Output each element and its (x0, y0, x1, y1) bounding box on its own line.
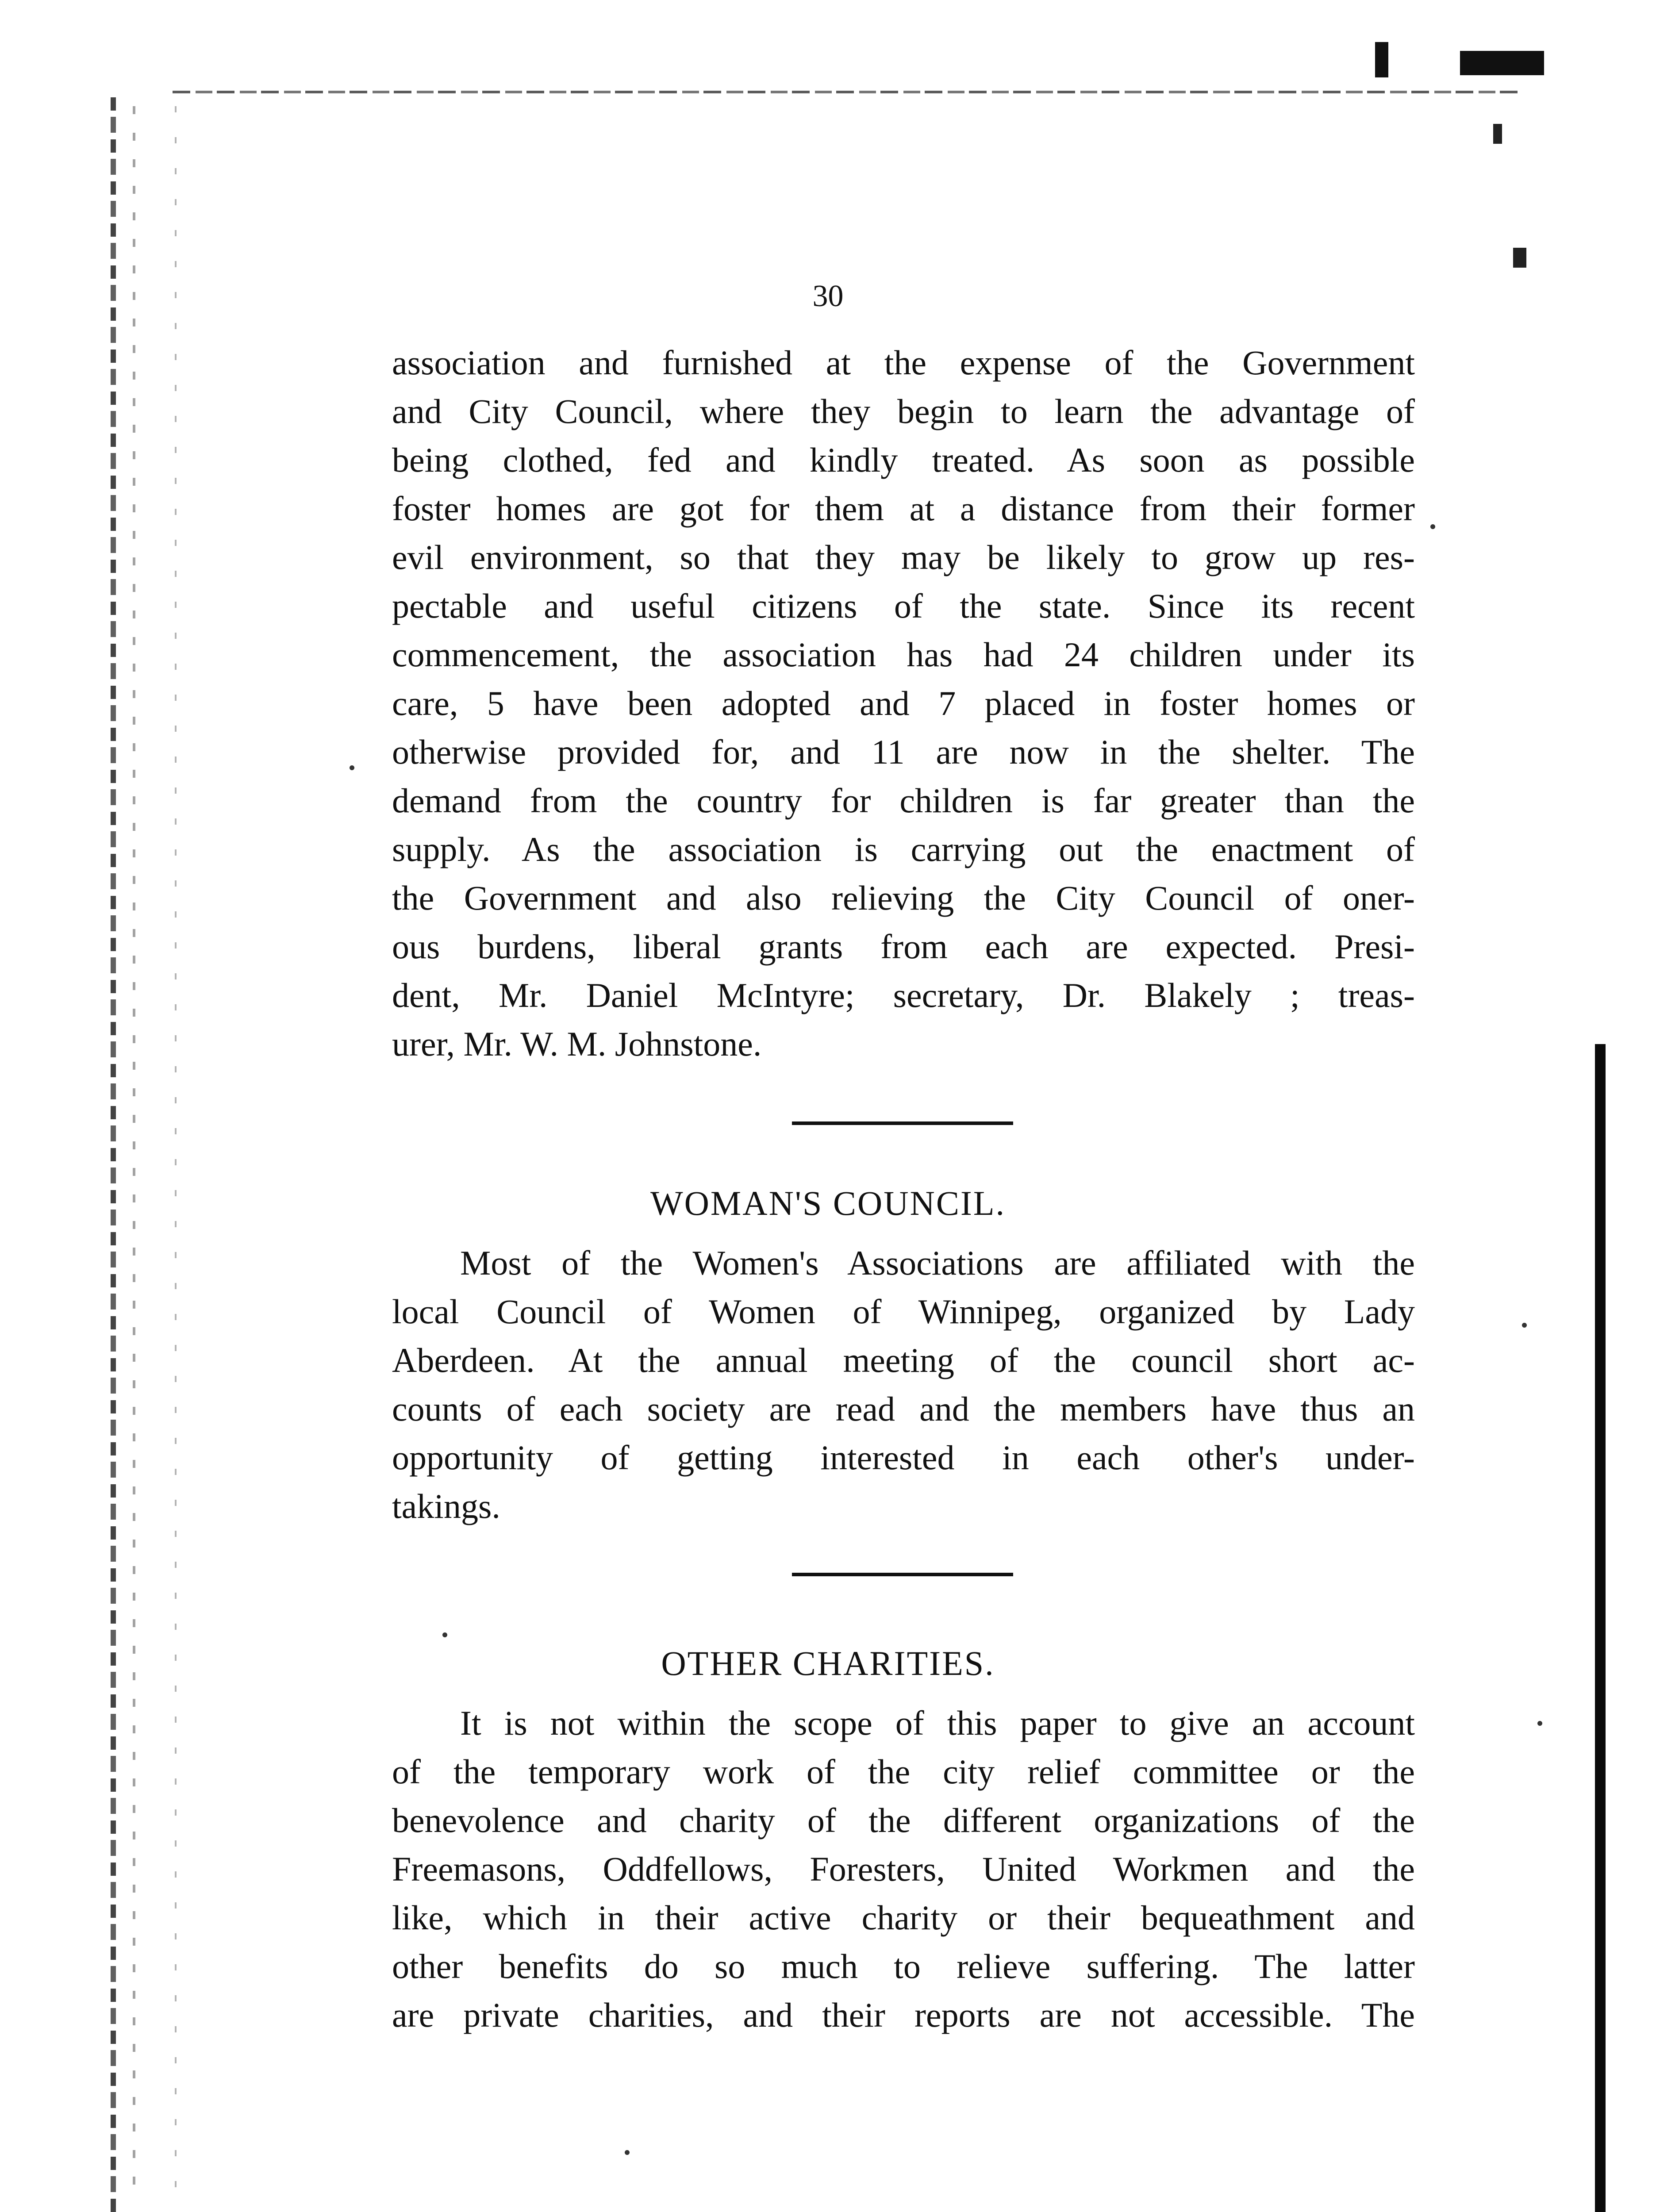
text-line: Aberdeen. At the annual meeting of the council short ac- (392, 1341, 1415, 1379)
scan-border-left-inner (133, 106, 135, 2185)
text-line: Freemasons, Oddfellows, Foresters, United Workmen and the (392, 1850, 1415, 1888)
text-line: commencement, the association has had 24 children under its (392, 635, 1415, 674)
section-heading-womans-council: WOMAN'S COUNCIL. (650, 1184, 1006, 1222)
text-line: of the temporary work of the city relief committee or the (392, 1752, 1415, 1791)
text-line: and City Council, where they begin to learn the advantage of (392, 392, 1415, 430)
text-line: local Council of Women of Winnipeg, organized by Lady (392, 1292, 1415, 1331)
text-line: otherwise provided for, and 11 are now in the shelter. The (392, 733, 1415, 771)
text-line: being clothed, fed and kindly treated. As soon as possible (392, 441, 1415, 479)
text-line: association and furnished at the expense of the Government (392, 343, 1415, 382)
scan-speck (1430, 524, 1435, 529)
text-line: ous burdens, liberal grants from each are expected. Presi- (392, 927, 1415, 966)
text-line: dent, Mr. Daniel McIntyre; secretary, Dr. Blakely ; treas- (392, 976, 1415, 1014)
section-heading-other-charities: OTHER CHARITIES. (661, 1644, 995, 1682)
text-line: are private charities, and their reports are not accessible. The (392, 1996, 1415, 2034)
text-line: pectable and useful citizens of the state. Since its recent (392, 587, 1415, 625)
scan-mark (1375, 42, 1388, 77)
text-line: foster homes are got for them at a distance from their former (392, 489, 1415, 528)
text-line: opportunity of getting interested in each other's under- (392, 1438, 1415, 1477)
text-line: like, which in their active charity or their bequeathment and (392, 1898, 1415, 1937)
scan-mark (1513, 248, 1526, 268)
section-divider (792, 1121, 1013, 1125)
text-line: Most of the Women's Associations are affiliated with the (460, 1244, 1415, 1282)
text-line: takings. (392, 1487, 500, 1525)
text-line: the Government and also relieving the City Council of oner- (392, 879, 1415, 917)
page-number: 30 (812, 279, 844, 313)
text-line: evil environment, so that they may be likely to grow up res- (392, 538, 1415, 576)
scan-speck (442, 1632, 447, 1637)
text-line: benevolence and charity of the different organizations of the (392, 1801, 1415, 1839)
text-line: supply. As the association is carrying out the enactment of (392, 830, 1415, 868)
scan-border-top (173, 91, 1518, 93)
scan-border-left-faint (175, 106, 177, 2212)
scan-speck (1537, 1721, 1542, 1726)
text-line: urer, Mr. W. M. Johnstone. (392, 1025, 762, 1063)
scan-speck (350, 765, 354, 770)
scan-mark (1460, 51, 1544, 75)
text-line: It is not within the scope of this paper to give an account (460, 1704, 1415, 1742)
text-line: other benefits do so much to relieve suffering. The latter (392, 1947, 1415, 1985)
section-divider (792, 1573, 1013, 1576)
text-line: counts of each society are read and the members have thus an (392, 1390, 1415, 1428)
scan-border-left (111, 97, 116, 2212)
scan-speck (625, 2150, 630, 2155)
scan-speck (1522, 1323, 1527, 1328)
scan-mark (1493, 124, 1502, 144)
text-line: demand from the country for children is far greater than the (392, 781, 1415, 820)
text-line: care, 5 have been adopted and 7 placed in foster homes or (392, 684, 1415, 722)
